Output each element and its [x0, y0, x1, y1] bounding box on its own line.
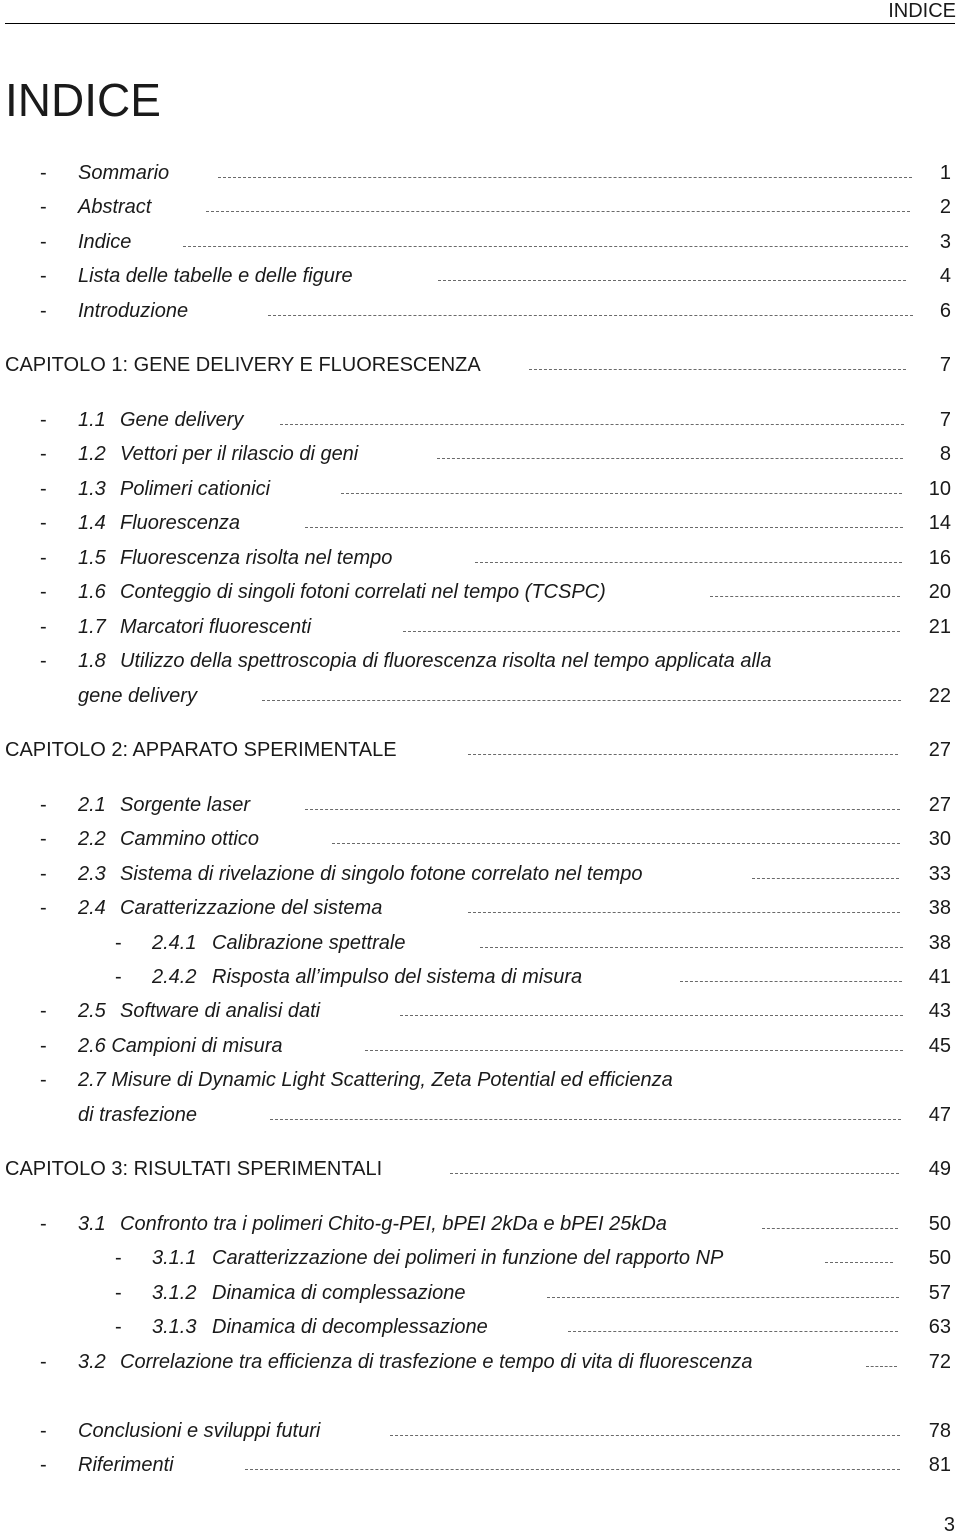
- toc-page-number: 38: [928, 897, 951, 919]
- toc-entry-dash: -: [40, 409, 47, 431]
- toc-entry-dash: -: [40, 1213, 47, 1235]
- toc-page-number: 81: [928, 1454, 951, 1476]
- toc-entry-dash: -: [40, 794, 47, 816]
- toc-entry-dash: -: [40, 478, 47, 500]
- dotted-leader: [480, 947, 903, 948]
- toc-page-number: 1: [939, 162, 951, 184]
- toc-entry-title: Calibrazione spettrale: [212, 932, 406, 954]
- toc-entry-dash: -: [40, 616, 47, 638]
- toc-entry-number: 2.4.2: [152, 966, 197, 988]
- toc-entry-title: 2.6 Campioni di misura: [78, 1035, 283, 1057]
- toc-entry-title: Riferimenti: [78, 1454, 174, 1476]
- toc-entry-dash: -: [115, 966, 122, 988]
- dotted-leader: [245, 1469, 900, 1470]
- toc-page-number: 7: [939, 354, 951, 376]
- toc-entry: [0, 928, 960, 958]
- page-title: INDICE: [5, 74, 161, 126]
- toc-entry: [0, 1243, 960, 1273]
- toc-chapter-heading: [0, 350, 960, 380]
- toc-page-number: 16: [928, 547, 951, 569]
- toc-page-number: 4: [939, 265, 951, 287]
- dotted-leader: [262, 700, 901, 701]
- dotted-leader: [270, 1119, 901, 1120]
- toc-entry: [0, 1100, 960, 1130]
- toc-page-number: 78: [928, 1420, 951, 1442]
- toc-entry-title: Sistema di rivelazione di singolo fotone correlato nel tempo: [120, 863, 643, 885]
- toc-entry-dash: -: [40, 1035, 47, 1057]
- dotted-leader: [437, 458, 903, 459]
- dotted-leader: [183, 246, 908, 247]
- toc-entry: [0, 1209, 960, 1239]
- toc-entry-title: di trasfezione: [78, 1104, 197, 1126]
- dotted-leader: [390, 1435, 900, 1436]
- toc-page-number: 10: [928, 478, 951, 500]
- toc-entry-dash: -: [40, 863, 47, 885]
- dotted-leader: [866, 1366, 897, 1367]
- toc-entry-dash: -: [115, 1282, 122, 1304]
- toc-page-number: 50: [928, 1213, 951, 1235]
- toc-entry: [0, 646, 960, 676]
- toc-entry: [0, 1347, 960, 1377]
- toc-entry-number: 3.1.2: [152, 1282, 197, 1304]
- toc-entry: [0, 790, 960, 820]
- toc-chapter-heading: [0, 735, 960, 765]
- toc-entry: [0, 1278, 960, 1308]
- toc-page-number: 27: [928, 739, 951, 761]
- chapter-title: CAPITOLO 1: GENE DELIVERY E FLUORESCENZA: [5, 354, 481, 376]
- toc-page-number: 45: [928, 1035, 951, 1057]
- dotted-leader: [400, 1015, 903, 1016]
- toc-entry-number: 1.1: [78, 409, 106, 431]
- toc-entry-title: Confronto tra i polimeri Chito-g-PEI, bPEI 2kDa e bPEI 25kDa: [120, 1213, 667, 1235]
- toc-entry-title: Vettori per il rilascio di geni: [120, 443, 359, 465]
- toc-page-number: 50: [928, 1247, 951, 1269]
- toc-entry-dash: -: [40, 265, 47, 287]
- dotted-leader: [710, 596, 900, 597]
- toc-entry-number: 3.1.1: [152, 1247, 197, 1269]
- toc-entry-dash: -: [40, 650, 47, 672]
- toc-entry-title: Utilizzo della spettroscopia di fluorescenza risolta nel tempo applicata alla: [120, 650, 772, 672]
- toc-entry-number: 1.7: [78, 616, 106, 638]
- toc-entry-dash: -: [40, 231, 47, 253]
- toc-entry-title: Abstract: [78, 196, 152, 218]
- toc-entry-number: 2.4.1: [152, 932, 197, 954]
- toc-entry: [0, 1312, 960, 1342]
- toc-entry-title: Conteggio di singoli fotoni correlati nel tempo (TCSPC): [120, 581, 606, 603]
- dotted-leader: [218, 177, 912, 178]
- toc-entry-number: 1.4: [78, 512, 106, 534]
- toc-page-number: 43: [928, 1000, 951, 1022]
- toc-entry: [0, 859, 960, 889]
- toc-entry-dash: -: [115, 1247, 122, 1269]
- dotted-leader: [365, 1050, 903, 1051]
- toc-page-number: 30: [928, 828, 951, 850]
- toc-entry: [0, 227, 960, 257]
- toc-entry-dash: -: [40, 581, 47, 603]
- toc-entry-title: Fluorescenza: [120, 512, 241, 534]
- toc-page-number: 21: [928, 616, 951, 638]
- toc-entry: [0, 296, 960, 326]
- toc-entry: [0, 508, 960, 538]
- dotted-leader: [403, 631, 900, 632]
- toc-entry-dash: -: [40, 196, 47, 218]
- toc-entry-title: 2.7 Misure di Dynamic Light Scattering, Zeta Potential ed efficienza: [78, 1069, 673, 1091]
- toc-entry: [0, 1065, 960, 1095]
- dotted-leader: [752, 878, 899, 879]
- toc-entry: [0, 543, 960, 573]
- toc-entry-dash: -: [40, 1454, 47, 1476]
- toc-entry: [0, 405, 960, 435]
- toc-entry-title: Gene delivery: [120, 409, 244, 431]
- dotted-leader: [547, 1297, 899, 1298]
- dotted-leader: [825, 1262, 893, 1263]
- toc-entry-title: Software di analisi dati: [120, 1000, 321, 1022]
- toc-entry: [0, 1416, 960, 1446]
- toc-entry-number: 1.2: [78, 443, 106, 465]
- toc-entry-title: Polimeri cationici: [120, 478, 271, 500]
- toc-entry-dash: -: [40, 897, 47, 919]
- toc-entry-number: 2.3: [78, 863, 106, 885]
- dotted-leader: [529, 369, 906, 370]
- toc-page-number: 47: [928, 1104, 951, 1126]
- toc-entry-number: 3.1: [78, 1213, 106, 1235]
- toc-entry-number: 3.1.3: [152, 1316, 197, 1338]
- dotted-leader: [305, 809, 900, 810]
- toc-entry-title: Risposta all’impulso del sistema di misura: [212, 966, 583, 988]
- toc-entry: [0, 996, 960, 1026]
- toc-entry-title: Lista delle tabelle e delle figure: [78, 265, 353, 287]
- chapter-title: CAPITOLO 2: APPARATO SPERIMENTALE: [5, 739, 397, 761]
- toc-entry-number: 3.2: [78, 1351, 106, 1373]
- toc-entry-title: Fluorescenza risolta nel tempo: [120, 547, 393, 569]
- toc-entry-title: Cammino ottico: [120, 828, 259, 850]
- toc-entry-dash: -: [40, 1000, 47, 1022]
- toc-entry-dash: -: [40, 547, 47, 569]
- toc-entry-title: Indice: [78, 231, 132, 253]
- dotted-leader: [568, 1331, 898, 1332]
- toc-page-number: 57: [928, 1282, 951, 1304]
- toc-entry-number: 2.1: [78, 794, 106, 816]
- toc-entry-number: 2.2: [78, 828, 106, 850]
- toc-page-number: 41: [928, 966, 951, 988]
- dotted-leader: [438, 280, 906, 281]
- toc-page-number: 6: [939, 300, 951, 322]
- dotted-leader: [280, 424, 904, 425]
- toc-page-number: 38: [928, 932, 951, 954]
- toc-chapter-heading: [0, 1154, 960, 1184]
- toc-entry-title: Correlazione tra efficienza di trasfezione e tempo di vita di fluorescenza: [120, 1351, 753, 1373]
- toc-entry: [0, 1450, 960, 1480]
- toc-entry: [0, 261, 960, 291]
- page-number: 3: [943, 1514, 955, 1536]
- chapter-title: CAPITOLO 3: RISULTATI SPERIMENTALI: [5, 1158, 383, 1180]
- toc-page-number: 7: [939, 409, 951, 431]
- dotted-leader: [762, 1228, 898, 1229]
- toc-entry: [0, 824, 960, 854]
- dotted-leader: [450, 1173, 899, 1174]
- toc-entry: [0, 577, 960, 607]
- toc-entry: [0, 612, 960, 642]
- toc-entry-title: Conclusioni e sviluppi futuri: [78, 1420, 321, 1442]
- toc-page-number: 2: [939, 196, 951, 218]
- dotted-leader: [332, 843, 900, 844]
- toc-page-number: 63: [928, 1316, 951, 1338]
- toc-entry: [0, 192, 960, 222]
- toc-entry-number: 1.3: [78, 478, 106, 500]
- toc-entry-title: Dinamica di decomplessazione: [212, 1316, 488, 1338]
- toc-entry-dash: -: [40, 443, 47, 465]
- toc-entry-title: Sorgente laser: [120, 794, 251, 816]
- toc-entry-dash: -: [115, 932, 122, 954]
- toc-page-number: 27: [928, 794, 951, 816]
- toc-page-number: 8: [939, 443, 951, 465]
- dotted-leader: [475, 562, 902, 563]
- toc-entry-dash: -: [40, 300, 47, 322]
- toc-entry-dash: -: [40, 1420, 47, 1442]
- toc-page-number: 20: [928, 581, 951, 603]
- toc-entry-dash: -: [40, 1351, 47, 1373]
- toc-entry-dash: -: [40, 828, 47, 850]
- toc-entry-title: Introduzione: [78, 300, 189, 322]
- toc-page-number: 49: [928, 1158, 951, 1180]
- toc-entry: [0, 1031, 960, 1061]
- dotted-leader: [305, 527, 903, 528]
- toc-entry-title: Dinamica di complessazione: [212, 1282, 466, 1304]
- toc-entry-dash: -: [40, 512, 47, 534]
- toc-entry-title: Caratterizzazione del sistema: [120, 897, 383, 919]
- toc-entry-dash: -: [115, 1316, 122, 1338]
- toc-entry-title: gene delivery: [78, 685, 197, 707]
- toc-entry: [0, 439, 960, 469]
- toc-entry: [0, 158, 960, 188]
- dotted-leader: [206, 211, 910, 212]
- toc-entry: [0, 474, 960, 504]
- toc-entry: [0, 962, 960, 992]
- toc-page-number: 14: [928, 512, 951, 534]
- toc-entry-title: Marcatori fluorescenti: [120, 616, 312, 638]
- dotted-leader: [268, 315, 913, 316]
- toc-page-number: 22: [928, 685, 951, 707]
- toc-page-number: 3: [939, 231, 951, 253]
- toc-page-number: 72: [928, 1351, 951, 1373]
- dotted-leader: [468, 912, 900, 913]
- toc-entry: [0, 893, 960, 923]
- toc-page-number: 33: [928, 863, 951, 885]
- toc-entry: [0, 681, 960, 711]
- toc-entry-number: 1.8: [78, 650, 106, 672]
- toc-entry-number: 2.5: [78, 1000, 106, 1022]
- dotted-leader: [680, 981, 902, 982]
- dotted-leader: [341, 493, 902, 494]
- toc-entry-title: Sommario: [78, 162, 170, 184]
- dotted-leader: [468, 754, 898, 755]
- toc-entry-number: 1.6: [78, 581, 106, 603]
- toc-entry-dash: -: [40, 162, 47, 184]
- toc-entry-dash: -: [40, 1069, 47, 1091]
- running-header: INDICE: [888, 0, 956, 22]
- toc-entry-number: 1.5: [78, 547, 106, 569]
- toc-entry-number: 2.4: [78, 897, 106, 919]
- toc-entry-title: Caratterizzazione dei polimeri in funzione del rapporto NP: [212, 1247, 724, 1269]
